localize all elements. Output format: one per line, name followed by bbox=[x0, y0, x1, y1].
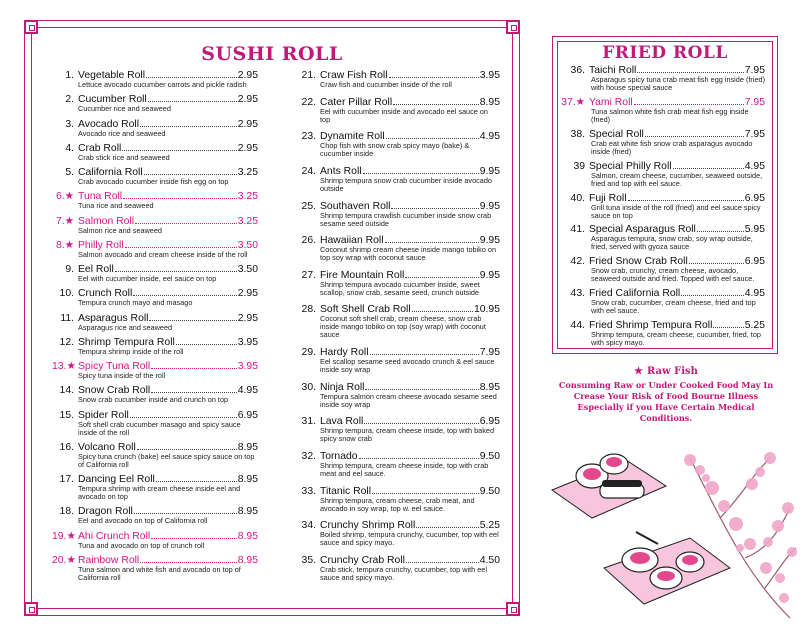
item-price: 5.25 bbox=[479, 520, 500, 532]
item-price: 3.95 bbox=[237, 336, 258, 348]
item-number: 21. bbox=[301, 70, 316, 81]
item-price: 3.95 bbox=[237, 361, 258, 372]
item-number: 42. bbox=[570, 256, 585, 268]
item-price: 2.95 bbox=[237, 288, 258, 300]
item-name: Fried Shrimp Tempura Roll bbox=[589, 320, 713, 331]
dot-leader bbox=[673, 168, 744, 169]
menu-item bbox=[559, 65, 765, 92]
dot-leader bbox=[645, 136, 744, 137]
menu-item bbox=[52, 337, 258, 356]
item-price: 6.95 bbox=[237, 409, 258, 421]
menu-item bbox=[559, 288, 765, 315]
item-price: 8.95 bbox=[479, 96, 500, 108]
menu-item bbox=[559, 224, 765, 251]
item-name: Special Roll bbox=[589, 128, 644, 140]
menu-item bbox=[52, 216, 258, 235]
dot-leader bbox=[130, 417, 237, 418]
item-price: 3.50 bbox=[237, 239, 258, 251]
item-name: Snow Crab Roll bbox=[78, 385, 151, 397]
dot-leader bbox=[364, 423, 478, 424]
item-description: Snow crab, crunchy, cream cheese, avocado, seaweed outside and fried. Topped with eel sauce. bbox=[591, 266, 755, 284]
menu-item bbox=[52, 191, 258, 210]
item-number: 40. bbox=[570, 192, 585, 204]
item-price: 9.50 bbox=[479, 451, 500, 463]
dot-leader bbox=[393, 104, 479, 105]
item-name: Soft Shell Crab Roll bbox=[320, 304, 411, 316]
item-price: 2.95 bbox=[237, 70, 258, 81]
item-description: Craw fish and cucumber inside of the roll bbox=[320, 80, 452, 89]
item-description: Spicy tuna crunch (bake) eel sauce spicy sauce on top of California roll bbox=[78, 451, 255, 469]
item-name: Spider Roll bbox=[78, 409, 129, 421]
item-price: 4.95 bbox=[744, 160, 765, 172]
dot-leader bbox=[359, 458, 479, 459]
menu-item bbox=[294, 270, 500, 297]
item-number: 33. bbox=[301, 485, 316, 497]
item-description: Tempura crunch mayo and masago bbox=[78, 298, 193, 308]
item-number: 27. bbox=[301, 269, 316, 281]
star-icon: ★ bbox=[634, 366, 644, 377]
item-description: Grill tuna inside of the roll (fried) and eel sauce spicy sauce on top bbox=[591, 202, 761, 220]
item-number: 28. bbox=[301, 304, 316, 316]
item-number: 25. bbox=[301, 200, 316, 212]
item-description: Eel and avocado on top of California roll bbox=[78, 516, 208, 526]
menu-item-row bbox=[52, 216, 258, 227]
item-name: Crunchy Crab Roll bbox=[320, 554, 405, 566]
menu-item bbox=[294, 166, 500, 193]
dot-leader bbox=[135, 223, 237, 224]
item-number: 7.★ bbox=[56, 215, 74, 227]
menu-item bbox=[294, 97, 500, 124]
item-price: 9.95 bbox=[479, 165, 500, 177]
menu-item-row bbox=[559, 193, 765, 204]
item-description: Tuna salmon white fish crab meat fish egg inside (fried) bbox=[591, 106, 749, 124]
item-price: 4.95 bbox=[479, 131, 500, 143]
item-name: Craw Fish Roll bbox=[320, 70, 388, 81]
item-number: 37.★ bbox=[561, 96, 585, 108]
item-price: 4.95 bbox=[744, 288, 765, 300]
item-description: Coconut soft shell crab, cream cheese, snow crab inside mango tobiko on top (soy wrap) with coconut sauce bbox=[320, 314, 486, 340]
menu-item bbox=[294, 520, 500, 547]
dot-leader bbox=[151, 368, 237, 369]
item-price: 9.95 bbox=[479, 235, 500, 247]
item-description: Shrimp tempura, cream cheese inside, top with baked spicy snow crab bbox=[320, 426, 494, 444]
raw-fish-notice bbox=[556, 366, 776, 424]
sushi-plates-and-cherry-blossom-icon bbox=[540, 428, 798, 624]
item-name: Special Philly Roll bbox=[589, 160, 672, 172]
menu-item bbox=[52, 240, 258, 259]
item-price: 2.95 bbox=[237, 142, 258, 154]
dot-leader bbox=[634, 104, 744, 105]
item-name: Crunchy Shrimp Roll bbox=[320, 520, 416, 532]
item-number: 15. bbox=[59, 409, 74, 421]
item-description: Tempura shrimp with cream cheese inside eel and avocado on top bbox=[78, 484, 241, 501]
menu-item bbox=[294, 451, 500, 478]
dot-leader bbox=[370, 354, 479, 355]
dot-leader bbox=[681, 295, 744, 296]
dot-leader bbox=[628, 200, 744, 201]
item-number: 4. bbox=[65, 142, 74, 154]
dot-leader bbox=[148, 101, 237, 102]
item-name: California Roll bbox=[78, 167, 143, 178]
item-description: Shrimp tempura, cream cheese inside, top with crab meat and eel sauce. bbox=[320, 461, 489, 479]
dot-leader bbox=[176, 344, 237, 345]
sushi-right-column bbox=[294, 70, 500, 582]
item-price: 3.25 bbox=[237, 215, 258, 227]
dot-leader bbox=[412, 311, 473, 312]
menu-item bbox=[52, 410, 258, 437]
menu-item bbox=[52, 361, 258, 380]
item-name: Dancing Eel Roll bbox=[78, 474, 155, 485]
dot-leader bbox=[697, 231, 744, 232]
menu-item bbox=[294, 486, 500, 513]
item-price: 9.50 bbox=[479, 485, 500, 497]
item-price: 9.95 bbox=[479, 200, 500, 212]
item-number: 23. bbox=[301, 131, 316, 143]
item-number: 5. bbox=[65, 167, 74, 178]
item-name: Rainbow Roll bbox=[78, 554, 140, 566]
menu-item-row bbox=[559, 161, 765, 172]
menu-item bbox=[52, 119, 258, 138]
menu-item bbox=[294, 131, 500, 158]
dot-leader bbox=[689, 263, 744, 264]
fried-roll-title: FRIED ROLL bbox=[602, 43, 728, 63]
item-name: Salmon Roll bbox=[78, 215, 135, 227]
item-name: Fried Snow Crab Roll bbox=[589, 256, 688, 268]
menu-item bbox=[52, 555, 258, 582]
menu-item bbox=[52, 385, 258, 404]
menu-item-row bbox=[52, 313, 258, 324]
item-name: Fire Mountain Roll bbox=[320, 269, 405, 281]
item-price: 6.95 bbox=[744, 192, 765, 204]
dot-leader bbox=[713, 327, 743, 328]
item-price: 7.95 bbox=[744, 65, 765, 76]
item-description: Avocado rice and seaweed bbox=[78, 128, 166, 138]
item-description: Coconut shrimp cream cheese inside mango tobiko on top soy wrap with coconut sauce bbox=[320, 245, 497, 263]
item-price: 8.95 bbox=[237, 474, 258, 485]
item-name: Ahi Crunch Roll bbox=[78, 530, 151, 542]
item-description: Crab avocado cucumber inside fish egg on top bbox=[78, 177, 229, 186]
dot-leader bbox=[125, 247, 237, 248]
menu-item bbox=[52, 167, 258, 186]
dot-leader bbox=[405, 277, 478, 278]
item-price: 2.95 bbox=[237, 118, 258, 130]
corner-ornament-icon bbox=[506, 602, 520, 616]
menu-item-row bbox=[294, 201, 500, 212]
item-price: 5.95 bbox=[744, 224, 765, 236]
item-price: 8.95 bbox=[237, 554, 258, 566]
item-price: 8.95 bbox=[479, 381, 500, 393]
item-number: 9. bbox=[65, 264, 74, 275]
item-name: Eel Roll bbox=[78, 264, 114, 275]
item-description: Snow crab, cucumber, cream cheese, fried and top with eel sauce. bbox=[591, 298, 756, 316]
menu-item-row bbox=[52, 531, 258, 542]
dot-leader bbox=[151, 392, 237, 393]
item-description: Snow crab cucumber inside and crunch on top bbox=[78, 395, 229, 405]
menu-item bbox=[559, 256, 765, 283]
item-description: Lettuce avocado cucumber carrots and pickle radish bbox=[78, 80, 247, 89]
item-price: 10.95 bbox=[473, 304, 500, 316]
item-number: 12. bbox=[59, 336, 74, 348]
item-number: 31. bbox=[301, 416, 316, 428]
sushi-roll-title: SUSHI ROLL bbox=[201, 43, 343, 65]
dot-leader bbox=[146, 77, 237, 78]
dot-leader bbox=[133, 295, 236, 296]
dot-leader bbox=[149, 320, 236, 321]
corner-ornament-icon bbox=[24, 20, 38, 34]
item-number: 24. bbox=[301, 165, 316, 177]
menu-item bbox=[52, 288, 258, 307]
item-name: Dynamite Roll bbox=[320, 131, 385, 143]
item-price: 6.95 bbox=[479, 416, 500, 428]
raw-fish-warning: Consuming Raw or Under Cooked Food May In Crease Your Risk of Food Bourne Illness Especially if you Have Certain Medical Conditions. bbox=[558, 380, 774, 423]
item-price: 5.25 bbox=[744, 320, 765, 331]
item-description: Salmon, cream cheese, cucumber, seaweed outside, fried and top with eel sauce. bbox=[591, 170, 763, 188]
item-description: Soft shell crab cucumber masago and spicy sauce inside of the roll bbox=[78, 419, 241, 437]
raw-fish-title: Raw Fish bbox=[647, 366, 698, 377]
item-name: Ninja Roll bbox=[320, 381, 365, 393]
item-number: 18. bbox=[59, 506, 74, 518]
item-description: Asparagus spicy tuna crab meat fish egg inside (fried) with house special sauce bbox=[591, 75, 765, 92]
item-description: Shrimp tempura avocado cucumber inside, sweet scallop, snow crab, sesame seed, crunch outside bbox=[320, 279, 480, 297]
menu-item bbox=[294, 382, 500, 409]
menu-item bbox=[52, 70, 258, 89]
item-number: 17. bbox=[59, 474, 74, 485]
item-price: 8.95 bbox=[237, 506, 258, 518]
item-name: Fried California Roll bbox=[589, 288, 681, 300]
item-number: 22. bbox=[301, 96, 316, 108]
item-name: Taichi Roll bbox=[589, 65, 637, 76]
item-price: 4.50 bbox=[479, 554, 500, 566]
item-price: 4.95 bbox=[237, 385, 258, 397]
item-number: 35. bbox=[301, 554, 316, 566]
item-number: 30. bbox=[301, 381, 316, 393]
menu-item bbox=[52, 313, 258, 332]
item-number: 19.★ bbox=[52, 530, 76, 542]
menu-item bbox=[559, 193, 765, 220]
item-number: 2. bbox=[65, 94, 74, 106]
item-number: 14. bbox=[59, 385, 74, 397]
item-price: 2.95 bbox=[237, 94, 258, 106]
item-name: Asparagus Roll bbox=[78, 312, 149, 324]
raw-fish-heading bbox=[556, 366, 776, 377]
item-price: 3.25 bbox=[237, 167, 258, 178]
item-name: Shrimp Tempura Roll bbox=[78, 336, 175, 348]
item-name: Yami Roll bbox=[589, 96, 633, 108]
item-name: Lava Roll bbox=[320, 416, 364, 428]
menu-item bbox=[294, 235, 500, 262]
item-description: Shrimp tempura snow crab cucumber inside avocado outside bbox=[320, 175, 492, 193]
menu-item bbox=[559, 97, 765, 124]
item-name: Special Asparagus Roll bbox=[589, 224, 696, 236]
menu-item bbox=[559, 161, 765, 188]
item-name: Crab Roll bbox=[78, 142, 122, 154]
item-name: Philly Roll bbox=[78, 239, 124, 251]
menu-item bbox=[52, 143, 258, 162]
item-name: Ants Roll bbox=[320, 165, 362, 177]
menu-item bbox=[294, 347, 500, 374]
item-description: Shrimp tempura, cream cheese, cucumber, fried, top with spicy mayo. bbox=[591, 330, 761, 347]
item-price: 8.95 bbox=[237, 441, 258, 453]
dot-leader bbox=[406, 562, 479, 563]
item-number: 1. bbox=[65, 70, 74, 81]
item-name: Cater Pillar Roll bbox=[320, 96, 393, 108]
item-description: Eel scallop sesame seed avocado crunch & eel sauce inside soy wrap bbox=[320, 357, 495, 375]
item-number: 41. bbox=[570, 224, 585, 236]
item-price: 7.95 bbox=[744, 96, 765, 108]
dot-leader bbox=[151, 538, 237, 539]
item-description: Boiled shrimp, tempura crunchy, cucumber, top with eel sauce and spicy mayo. bbox=[320, 530, 499, 548]
item-number: 3. bbox=[65, 118, 74, 130]
item-description: Tuna rice and seaweed bbox=[78, 201, 154, 211]
item-number: 29. bbox=[301, 347, 316, 359]
item-description: Shrimp tempura, cream cheese, crab meat, and avocado in soy wrap, top w. eel sauce. bbox=[320, 495, 475, 513]
dot-leader bbox=[385, 242, 479, 243]
item-number: 11. bbox=[60, 312, 74, 324]
item-name: Crunch Roll bbox=[78, 288, 133, 300]
item-name: Fuji Roll bbox=[589, 192, 627, 204]
item-description: Crab eat white fish snow crab asparagus avocado inside (fried) bbox=[591, 138, 753, 156]
item-description: Salmon rice and seaweed bbox=[78, 225, 162, 235]
item-description: Spicy tuna inside of the roll bbox=[78, 371, 166, 380]
item-number: 44. bbox=[570, 320, 585, 331]
item-number: 16. bbox=[59, 441, 74, 453]
menu-item-row bbox=[52, 410, 258, 421]
item-name: Tornado bbox=[320, 451, 358, 463]
item-number: 43. bbox=[570, 288, 585, 300]
menu-item bbox=[52, 506, 258, 525]
item-description: Eel with cucumber inside, eel sauce on top bbox=[78, 274, 217, 283]
item-description: Crab stick rice and seaweed bbox=[78, 152, 170, 162]
item-name: Vegetable Roll bbox=[78, 70, 146, 81]
item-number: 13.★ bbox=[52, 361, 76, 372]
item-description: Tuna and avocado on top of crunch roll bbox=[78, 540, 205, 550]
fried-roll-list bbox=[559, 65, 765, 347]
item-number: 20.★ bbox=[52, 554, 76, 566]
dot-leader bbox=[140, 562, 237, 563]
menu-item-row bbox=[294, 97, 500, 108]
menu-item bbox=[52, 531, 258, 550]
dot-leader bbox=[122, 150, 236, 151]
menu-item-row bbox=[52, 119, 258, 130]
item-number: 32. bbox=[301, 451, 316, 463]
item-description: Tempura shrimp inside of the roll bbox=[78, 346, 184, 356]
item-number: 10. bbox=[59, 288, 74, 300]
item-name: Spicy Tuna Roll bbox=[78, 361, 151, 372]
item-number: 38. bbox=[570, 128, 585, 140]
item-description: Cucumber rice and seaweed bbox=[78, 104, 171, 114]
item-price: 9.95 bbox=[479, 269, 500, 281]
dot-leader bbox=[134, 513, 237, 514]
menu-item bbox=[294, 416, 500, 443]
item-price: 3.95 bbox=[479, 70, 500, 81]
item-number: 26. bbox=[301, 235, 316, 247]
menu-item bbox=[559, 320, 765, 347]
menu-item bbox=[294, 304, 500, 339]
menu-item bbox=[294, 70, 500, 89]
menu-item bbox=[52, 442, 258, 469]
item-description: Asparagus tempura, snow crab, soy wrap outside, fried, served with gyoza sauce bbox=[591, 234, 753, 252]
fried-roll-panel bbox=[552, 36, 778, 354]
item-description: Shrimp tempura crawfish cucumber inside snow crab sesame seed outside bbox=[320, 210, 492, 228]
item-price: 3.25 bbox=[237, 191, 258, 203]
item-name: Dragon Roll bbox=[78, 506, 133, 518]
item-number: 39 bbox=[573, 160, 585, 172]
dot-leader bbox=[123, 198, 237, 199]
item-number: 8.★ bbox=[56, 239, 74, 251]
item-description: Eel with cucumber inside and avocado eel sauce on top bbox=[320, 106, 488, 124]
menu-item bbox=[52, 474, 258, 501]
menu-item bbox=[52, 94, 258, 113]
menu-item bbox=[294, 201, 500, 228]
item-price: 6.95 bbox=[744, 256, 765, 268]
item-name: Titanic Roll bbox=[320, 485, 372, 497]
item-number: 34. bbox=[301, 520, 316, 532]
item-name: Hawaiian Roll bbox=[320, 235, 384, 247]
item-price: 8.95 bbox=[237, 530, 258, 542]
corner-ornament-icon bbox=[24, 602, 38, 616]
dot-leader bbox=[416, 527, 478, 528]
dot-leader bbox=[389, 77, 479, 78]
item-name: Hardy Roll bbox=[320, 347, 369, 359]
dot-leader bbox=[137, 449, 237, 450]
item-price: 7.95 bbox=[744, 128, 765, 140]
item-number: 6.★ bbox=[56, 191, 74, 203]
item-name: Southaven Roll bbox=[320, 200, 391, 212]
dot-leader bbox=[144, 174, 237, 175]
item-name: Cucumber Roll bbox=[78, 94, 147, 106]
item-price: 7.95 bbox=[479, 347, 500, 359]
dot-leader bbox=[391, 208, 478, 209]
item-name: Avocado Roll bbox=[78, 118, 140, 130]
corner-ornament-icon bbox=[506, 20, 520, 34]
sushi-left-column bbox=[52, 70, 258, 582]
dot-leader bbox=[156, 481, 237, 482]
dot-leader bbox=[365, 389, 478, 390]
dot-leader bbox=[386, 138, 479, 139]
item-description: Asparagus rice and seaweed bbox=[78, 322, 173, 332]
item-description: Chop fish with snow crab spicy mayo (bake) & cucumber inside bbox=[320, 141, 470, 159]
item-number: 36. bbox=[570, 65, 585, 76]
menu-item bbox=[52, 264, 258, 283]
dot-leader bbox=[140, 126, 237, 127]
item-description: Tuna salmon and white fish and avocado on top of California roll bbox=[78, 564, 241, 582]
dot-leader bbox=[372, 493, 479, 494]
item-description: Tempura salmon cream cheese avocado sesame seed inside soy wrap bbox=[320, 391, 497, 409]
menu-item bbox=[294, 555, 500, 582]
menu-item bbox=[559, 129, 765, 156]
item-price: 3.50 bbox=[237, 264, 258, 275]
dot-leader bbox=[637, 72, 743, 73]
item-name: Volcano Roll bbox=[78, 441, 136, 453]
dot-leader bbox=[363, 173, 479, 174]
item-price: 2.95 bbox=[237, 312, 258, 324]
item-description: Salmon avocado and cream cheese inside of the roll bbox=[78, 249, 248, 259]
dot-leader bbox=[115, 271, 237, 272]
item-description: Crab stick, tempura crunchy, cucumber, top with eel sauce and spicy mayo. bbox=[320, 564, 487, 582]
item-name: Tuna Roll bbox=[78, 191, 123, 203]
